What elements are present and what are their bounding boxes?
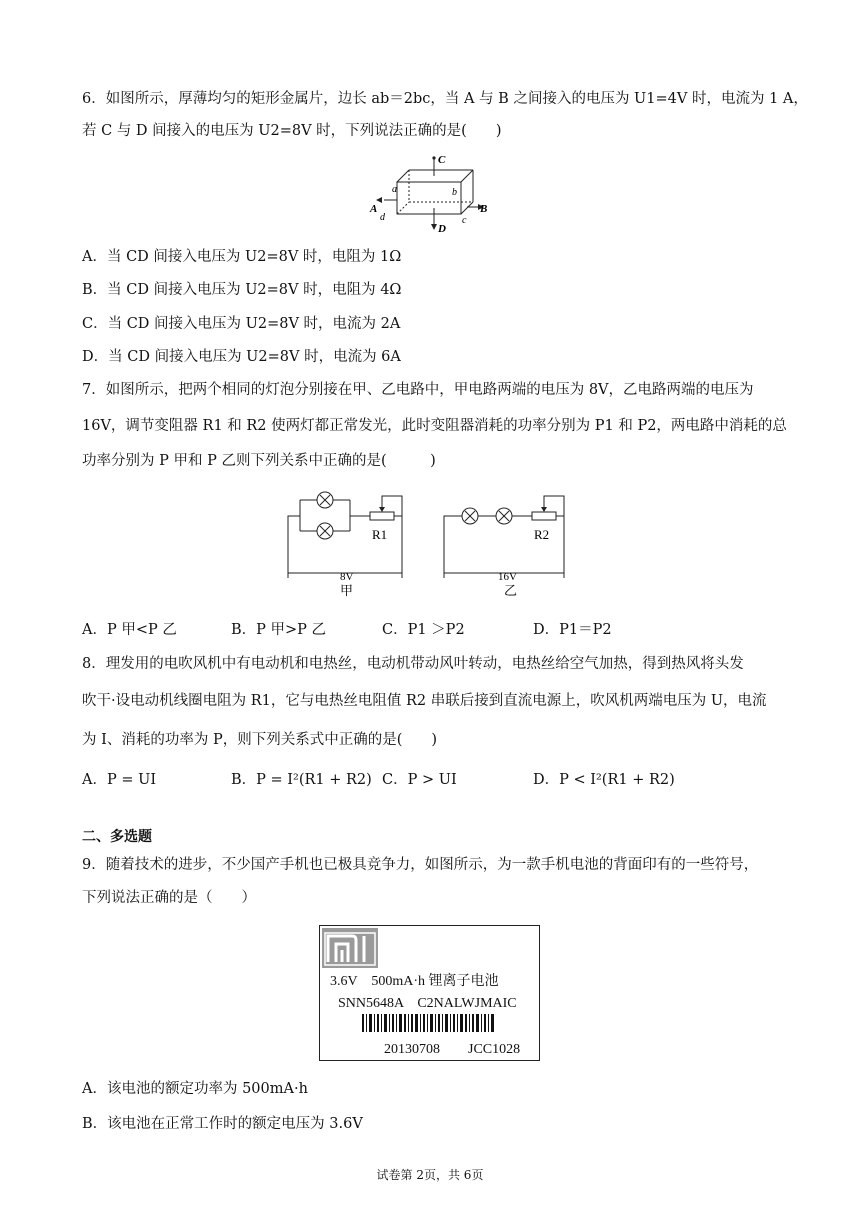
label-A: A [370,203,378,215]
section-title-multiple-choice: 二、多选题 [82,829,152,845]
q6-option-a: A．当 CD 间接入电压为 U2=8V 时，电阻为 1Ω [82,249,402,265]
label-B: B [480,203,488,215]
q6-option-c: C．当 CD 间接入电压为 U2=8V 时，电流为 2A [82,316,401,332]
barcode [362,1014,502,1034]
label-b: b [452,187,457,198]
label-C: C [438,154,446,166]
q8-option-b: B．P = I²(R1 + R2) [231,772,372,788]
q9-option-a: A．该电池的额定功率为 500mA·h [82,1081,308,1097]
q8-text-line2: 吹干·设电动机线圈电阻为 R1，它与电热丝电阻值 R2 串联后接到直流电源上，吹风机两端电压为 U，电流 [82,693,767,709]
circuit-jia-figure [284,488,414,600]
q6-text-line2: 若 C 与 D 间接入的电压为 U2=8V 时，下列说法正确的是( ) [82,123,502,139]
q6-text-line1: 6．如图所示，厚薄均匀的矩形金属片，边长 ab＝2bc，当 A 与 B 之间接入的电压为 U1=4V 时，电流为 1 A， [82,91,808,107]
q7-option-a: A．P 甲<P 乙 [82,622,177,638]
q8-text-line3: 为 I、消耗的功率为 P，则下列关系式中正确的是( ) [82,732,438,748]
q7-text-line1: 7．如图所示，把两个相同的灯泡分别接在甲、乙电路中，甲电路两端的电压为 8V，乙电路两端的电压为 [82,382,754,398]
q6-option-d: D．当 CD 间接入电压为 U2=8V 时，电流为 6A [82,349,401,365]
label-a: a [392,184,397,195]
battery-date-text: 20130708 JCC1028 [384,1042,521,1057]
label-16v: 16V [498,571,517,583]
battery-label-figure [319,925,540,1061]
label-d: d [380,212,385,223]
q7-option-b: B．P 甲>P 乙 [231,622,327,638]
page-footer: 试卷第 2页，共 6页 [376,1168,484,1182]
circuit-yi-figure [440,488,580,600]
q7-option-d: D．P1＝P2 [533,622,612,638]
q8-option-d: D．P < I²(R1 + R2) [533,772,675,788]
q7-text-line2: 16V，调节变阻器 R1 和 R2 使两灯都正常发光，此时变阻器消耗的功率分别为 P1 和 P2，两电路中消耗的总 [82,418,787,434]
q9-text-line2: 下列说法正确的是（ ） [82,890,256,906]
q8-option-c: C．P > UI [382,772,457,788]
battery-spec-text: 3.6V 500mA·h 锂离子电池 [330,974,499,989]
q6-option-b: B．当 CD 间接入电压为 U2=8V 时，电阻为 4Ω [82,282,402,298]
label-yi: 乙 [504,583,518,598]
mi-logo [322,928,378,968]
q7-text-line3: 功率分别为 P 甲和 P 乙则下列关系中正确的是( ) [82,453,436,469]
q8-text-line1: 8．理发用的电吹风机中有电动机和电热丝，电动机带动风叶转动，电热丝给空气加热，得到热风将头发 [82,656,744,672]
q8-option-a: A．P = UI [82,772,157,788]
label-jia: 甲 [340,583,354,598]
q6-metal-plate-figure [364,150,494,238]
q7-option-c: C．P1 ＞P2 [382,622,465,638]
label-c: c [462,215,467,226]
battery-serial-text: SNN5648A C2NALWJMAIC [338,996,517,1011]
label-r1: R1 [372,527,388,542]
q9-option-b: B．该电池在正常工作时的额定电压为 3.6V [82,1116,363,1132]
label-8v: 8V [340,571,354,583]
q9-text-line1: 9．随着技术的进步，不少国产手机也已极具竞争力，如图所示，为一款手机电池的背面印有的一些符号， [82,857,759,873]
label-D: D [438,223,446,235]
label-r2: R2 [534,527,550,542]
